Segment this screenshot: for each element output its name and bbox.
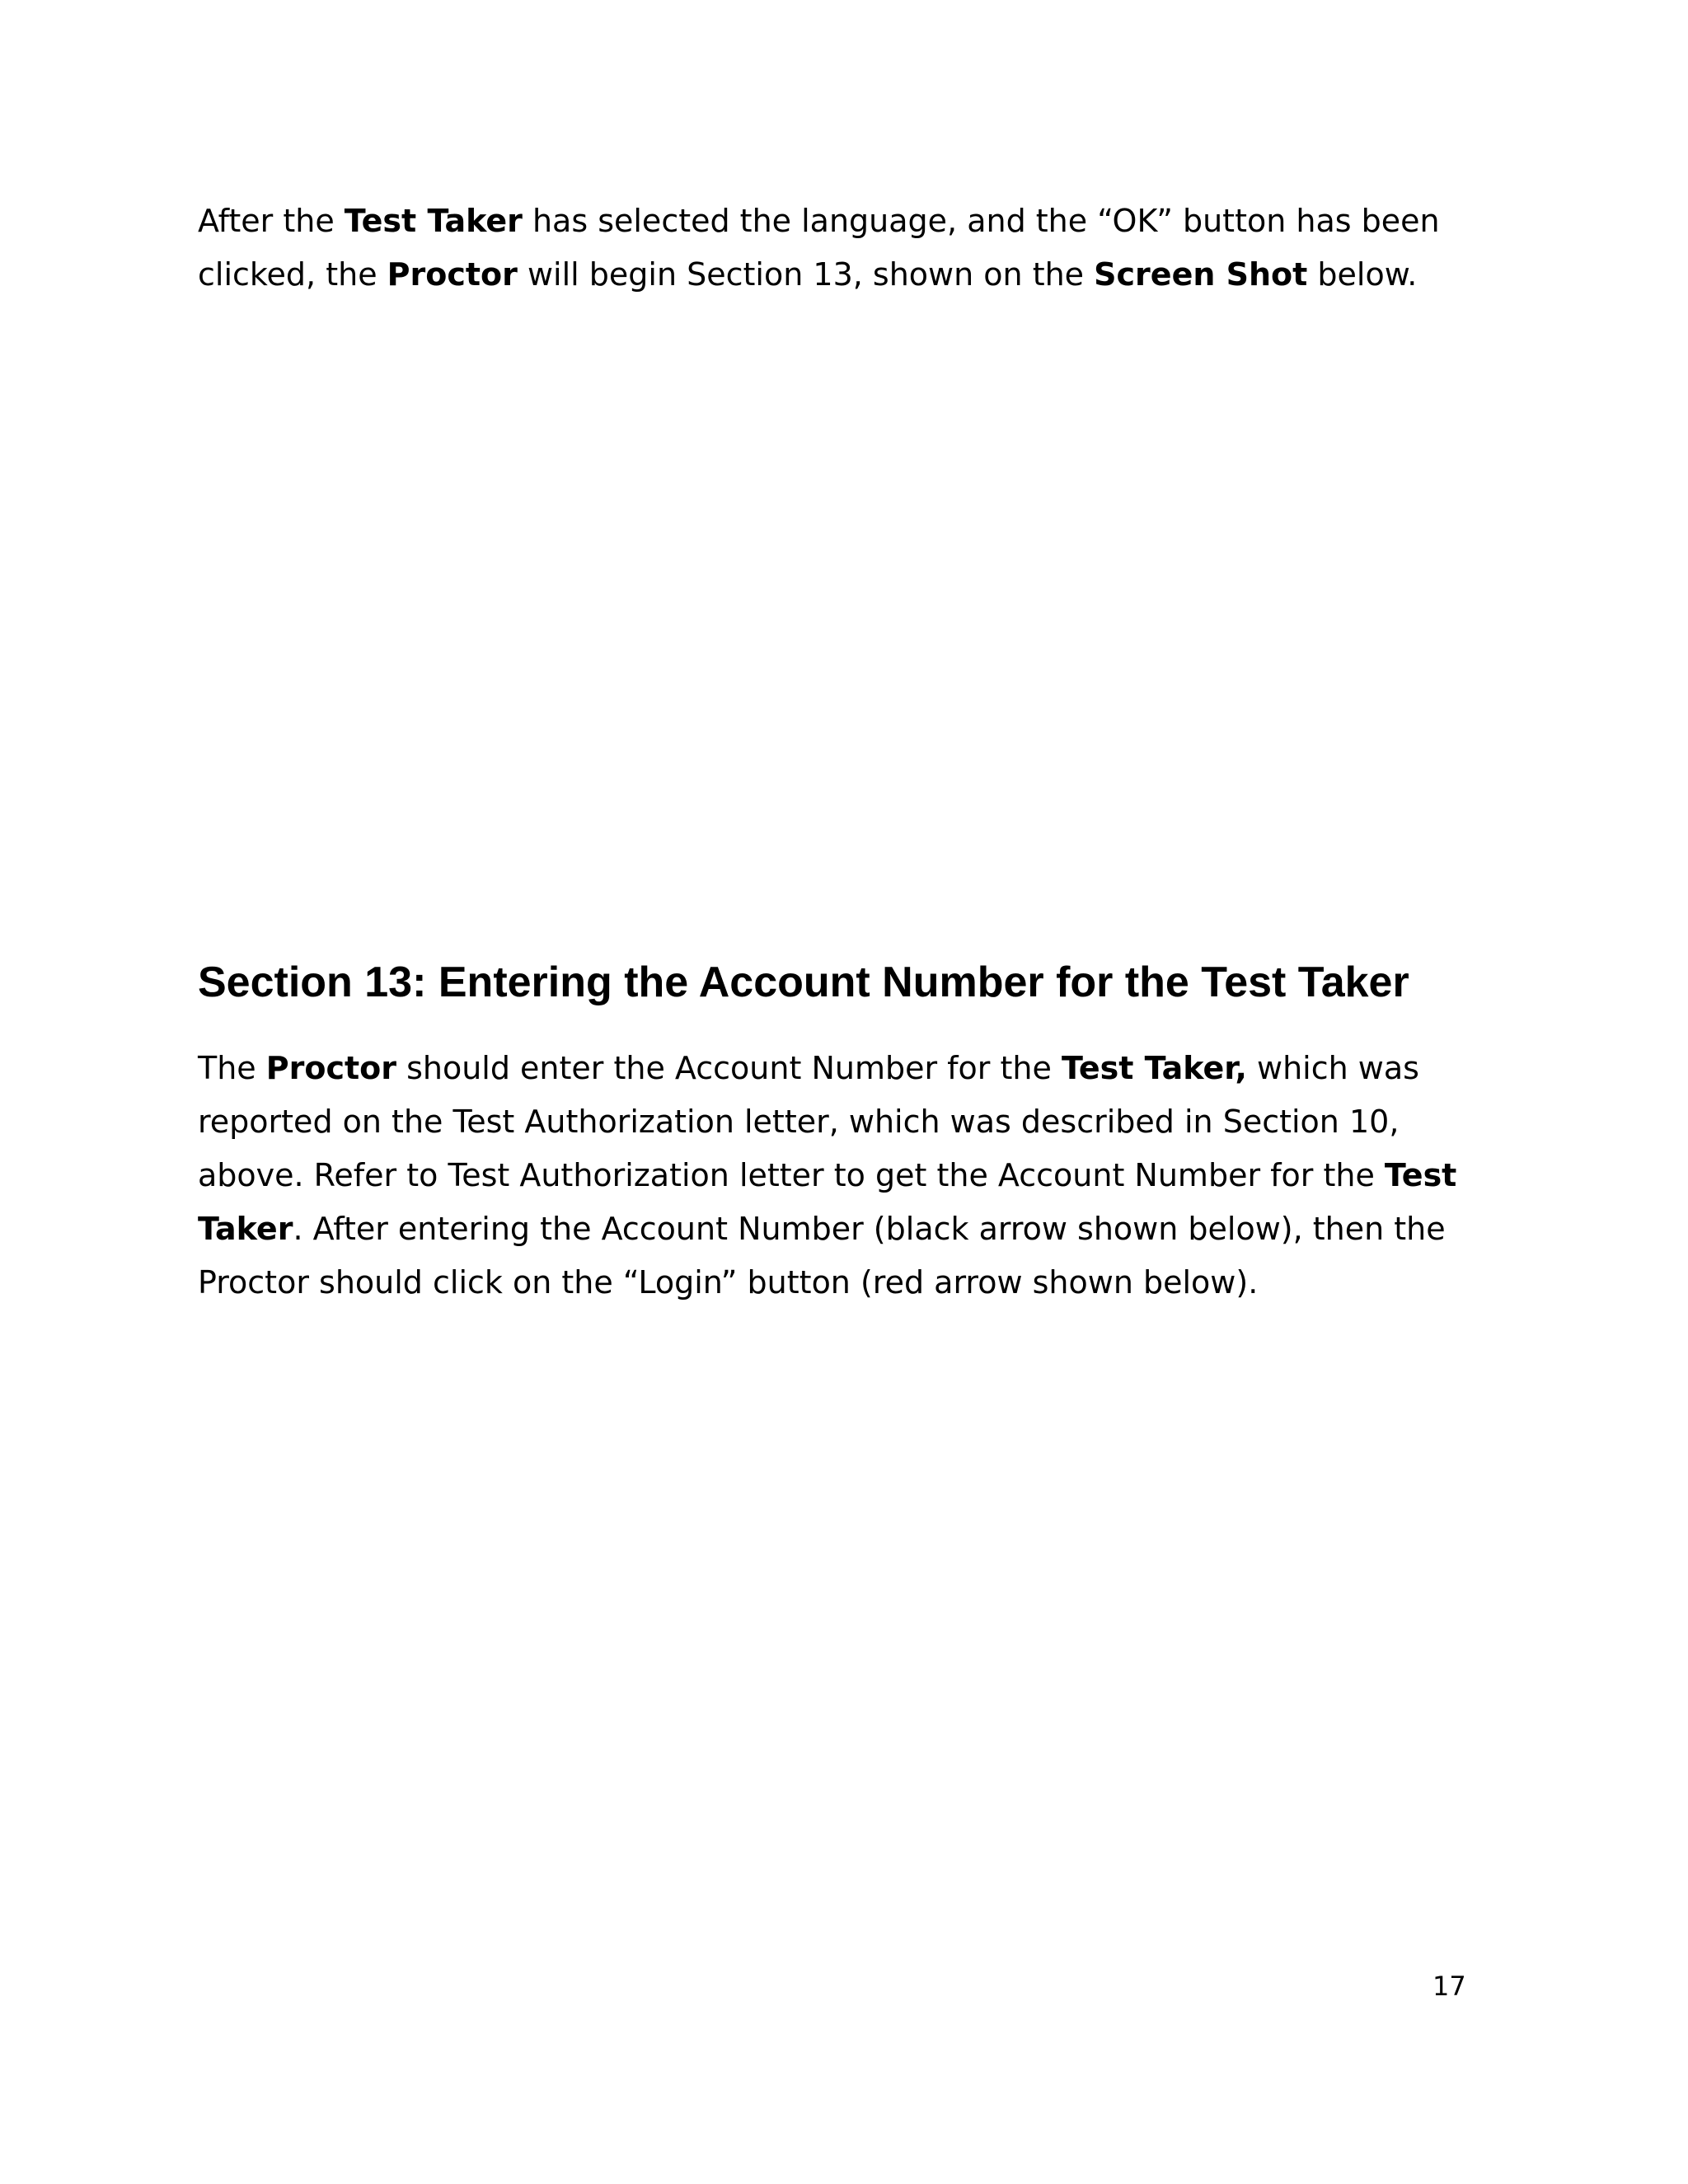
- bold-term-proctor: Proctor: [387, 256, 518, 293]
- text-run: should enter the Account Number for the: [396, 1050, 1062, 1086]
- section-line-3: [198, 1149, 1500, 1202]
- intro-line-1: [198, 194, 1500, 248]
- text-run: After the: [198, 203, 345, 239]
- bold-term-screen-shot: Screen Shot: [1094, 256, 1308, 293]
- bold-term-test: Test: [1384, 1157, 1457, 1193]
- bold-term-test-taker: Test Taker: [344, 203, 523, 239]
- section-line-5: Proctor should click on the “Login” button (red arrow shown below).: [198, 1264, 1259, 1301]
- text-run: above. Refer to Test Authorization letter to get the Account Number for the: [198, 1157, 1385, 1193]
- bold-term-taker: Taker: [198, 1211, 293, 1247]
- bold-term-test-taker: Test Taker,: [1061, 1050, 1247, 1086]
- text-run: which was: [1246, 1050, 1419, 1086]
- section-paragraph: [198, 1042, 1500, 1310]
- text-run: below.: [1307, 256, 1418, 293]
- text-run: The: [198, 1050, 266, 1086]
- bold-term-proctor: Proctor: [265, 1050, 396, 1086]
- page-number: 17: [1432, 1971, 1466, 2002]
- intro-paragraph: [198, 194, 1500, 302]
- text-run: clicked, the: [198, 256, 387, 293]
- section-heading: Section 13: Entering the Account Number for the Test Taker: [198, 958, 1409, 1006]
- section-line-1: [198, 1042, 1500, 1095]
- text-run: . After entering the Account Number (black arrow shown below), then the: [293, 1211, 1446, 1247]
- section-line-4: [198, 1202, 1500, 1256]
- text-run: will begin Section 13, shown on the: [517, 256, 1095, 293]
- section-line-2: reported on the Test Authorization letter, which was described in Section 10,: [198, 1104, 1400, 1140]
- intro-line-2: [198, 248, 1500, 302]
- text-run: has selected the language, and the “OK” button has been: [522, 203, 1440, 239]
